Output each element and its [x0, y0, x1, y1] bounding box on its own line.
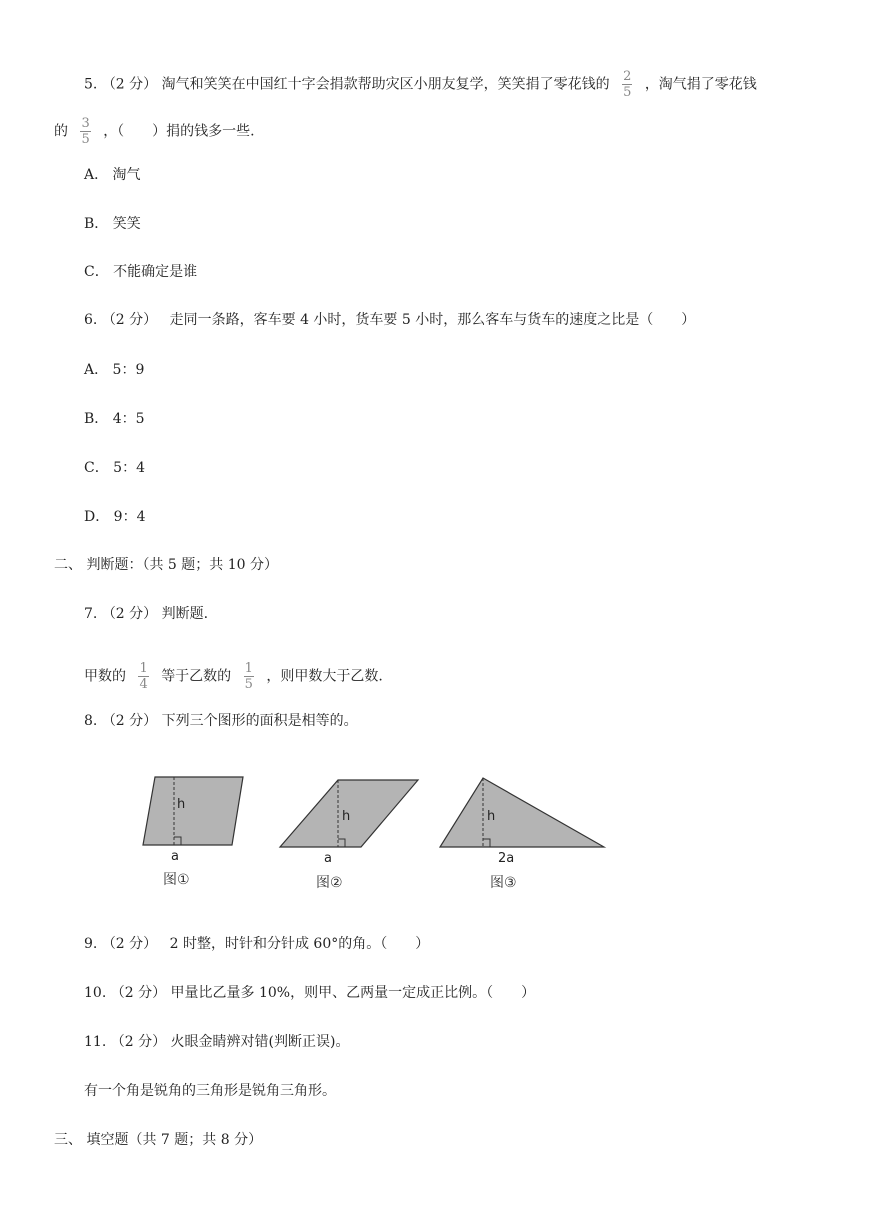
q7-line — [84, 604, 208, 624]
q8-figures — [130, 760, 630, 910]
q10-text: 甲量比乙量多 10%，则甲、乙两量一定成正比例。（ ） — [170, 985, 536, 1001]
q5-option-c[interactable]: C． 不能确定是谁 — [84, 264, 198, 280]
q7-body — [84, 662, 383, 691]
q6-number: 6. — [84, 312, 98, 328]
q8-line — [84, 711, 358, 731]
figure-1-base-label: a — [171, 849, 179, 864]
q10-score: （2 分） — [110, 985, 167, 1001]
q5-fraction-2-numerator: 3 — [81, 116, 90, 131]
figure-2-caption: 图② — [316, 875, 343, 891]
q7-body-c: ，则甲数大于乙数. — [266, 668, 383, 685]
figure-3-caption: 图③ — [490, 875, 517, 891]
q10-line — [84, 983, 535, 1003]
figure-3-base-label: 2a — [498, 851, 515, 866]
q9-score: （2 分） — [101, 936, 158, 952]
q5-fraction-2 — [80, 117, 90, 146]
section-3-title: 三、 填空题（共 7 题；共 8 分） — [54, 1132, 263, 1148]
q7-fraction-2-denominator: 5 — [244, 677, 253, 692]
figure-1-height-label: h — [177, 797, 186, 812]
q6-option-c[interactable]: C． 5：4 — [84, 460, 145, 476]
q6-line — [84, 310, 695, 330]
q8-score: （2 分） — [101, 713, 158, 729]
q7-number: 7. — [84, 606, 98, 622]
q7-fraction-2 — [244, 662, 254, 691]
q5-line1 — [84, 70, 757, 99]
q5-fraction-1-numerator: 2 — [623, 69, 632, 84]
q6-score: （2 分） — [101, 312, 158, 328]
q9-number: 9. — [84, 936, 98, 952]
figure-3-height-label: h — [487, 809, 496, 824]
q6-text: 走同一条路，客车要 4 小时，货车要 5 小时，那么客车与货车的速度之比是（ ） — [169, 312, 696, 328]
q7-fraction-1-numerator: 1 — [139, 661, 148, 676]
figure-3-triangle — [440, 778, 604, 891]
q9-line — [84, 934, 429, 954]
q5-option-b[interactable]: B． 笑笑 — [84, 216, 141, 232]
q9-text: 2 时整，时针和分针成 60°的角。（ ） — [169, 936, 430, 952]
q5-text-a: 淘气和笑笑在中国红十字会捐款帮助灾区小朋友复学，笑笑捐了零花钱的 — [161, 76, 610, 93]
figure-1-parallelogram — [143, 777, 243, 888]
q7-body-a: 甲数的 — [84, 668, 126, 685]
q5-text-c: 的 — [54, 123, 68, 140]
q8-figures-svg — [130, 760, 630, 910]
q5-line2 — [54, 117, 255, 146]
figure-2-height-label: h — [342, 809, 351, 824]
q11-score: （2 分） — [110, 1034, 167, 1050]
q5-fraction-1 — [622, 70, 632, 99]
q5-text-b: ，淘气捐了零花钱 — [644, 76, 757, 93]
figure-1-caption: 图① — [163, 872, 190, 888]
q7-text: 判断题. — [161, 606, 209, 622]
q7-fraction-1 — [138, 662, 148, 691]
q5-text-d: ，（ ）捐的钱多一些. — [103, 123, 255, 140]
figure-2-parallelogram — [280, 780, 418, 891]
q8-text: 下列三个图形的面积是相等的。 — [161, 713, 358, 729]
q6-option-a[interactable]: A． 5：9 — [84, 362, 145, 378]
q6-option-b[interactable]: B． 4：5 — [84, 411, 145, 427]
section-2-title: 二、 判断题：（共 5 题；共 10 分） — [54, 557, 278, 573]
q5-option-a[interactable]: A． 淘气 — [84, 167, 141, 183]
q7-fraction-2-numerator: 1 — [244, 661, 253, 676]
figure-2-base-label: a — [324, 851, 332, 866]
q11-number: 11. — [84, 1034, 107, 1050]
q5-fraction-1-denominator: 5 — [623, 85, 632, 100]
q8-number: 8. — [84, 713, 98, 729]
q11-text: 火眼金睛辨对错(判断正误)。 — [170, 1034, 350, 1050]
q7-body-b: 等于乙数的 — [161, 668, 232, 685]
q5-score: （2 分） — [101, 76, 158, 93]
q11-line — [84, 1032, 349, 1052]
q6-option-d[interactable]: D． 9：4 — [84, 509, 146, 525]
q5-fraction-2-denominator: 5 — [81, 132, 90, 147]
q10-number: 10. — [84, 985, 107, 1001]
q7-score: （2 分） — [101, 606, 158, 622]
q7-fraction-1-denominator: 4 — [139, 677, 148, 692]
q11-body: 有一个角是锐角的三角形是锐角三角形。 — [84, 1083, 336, 1099]
q5-number: 5. — [84, 76, 98, 93]
